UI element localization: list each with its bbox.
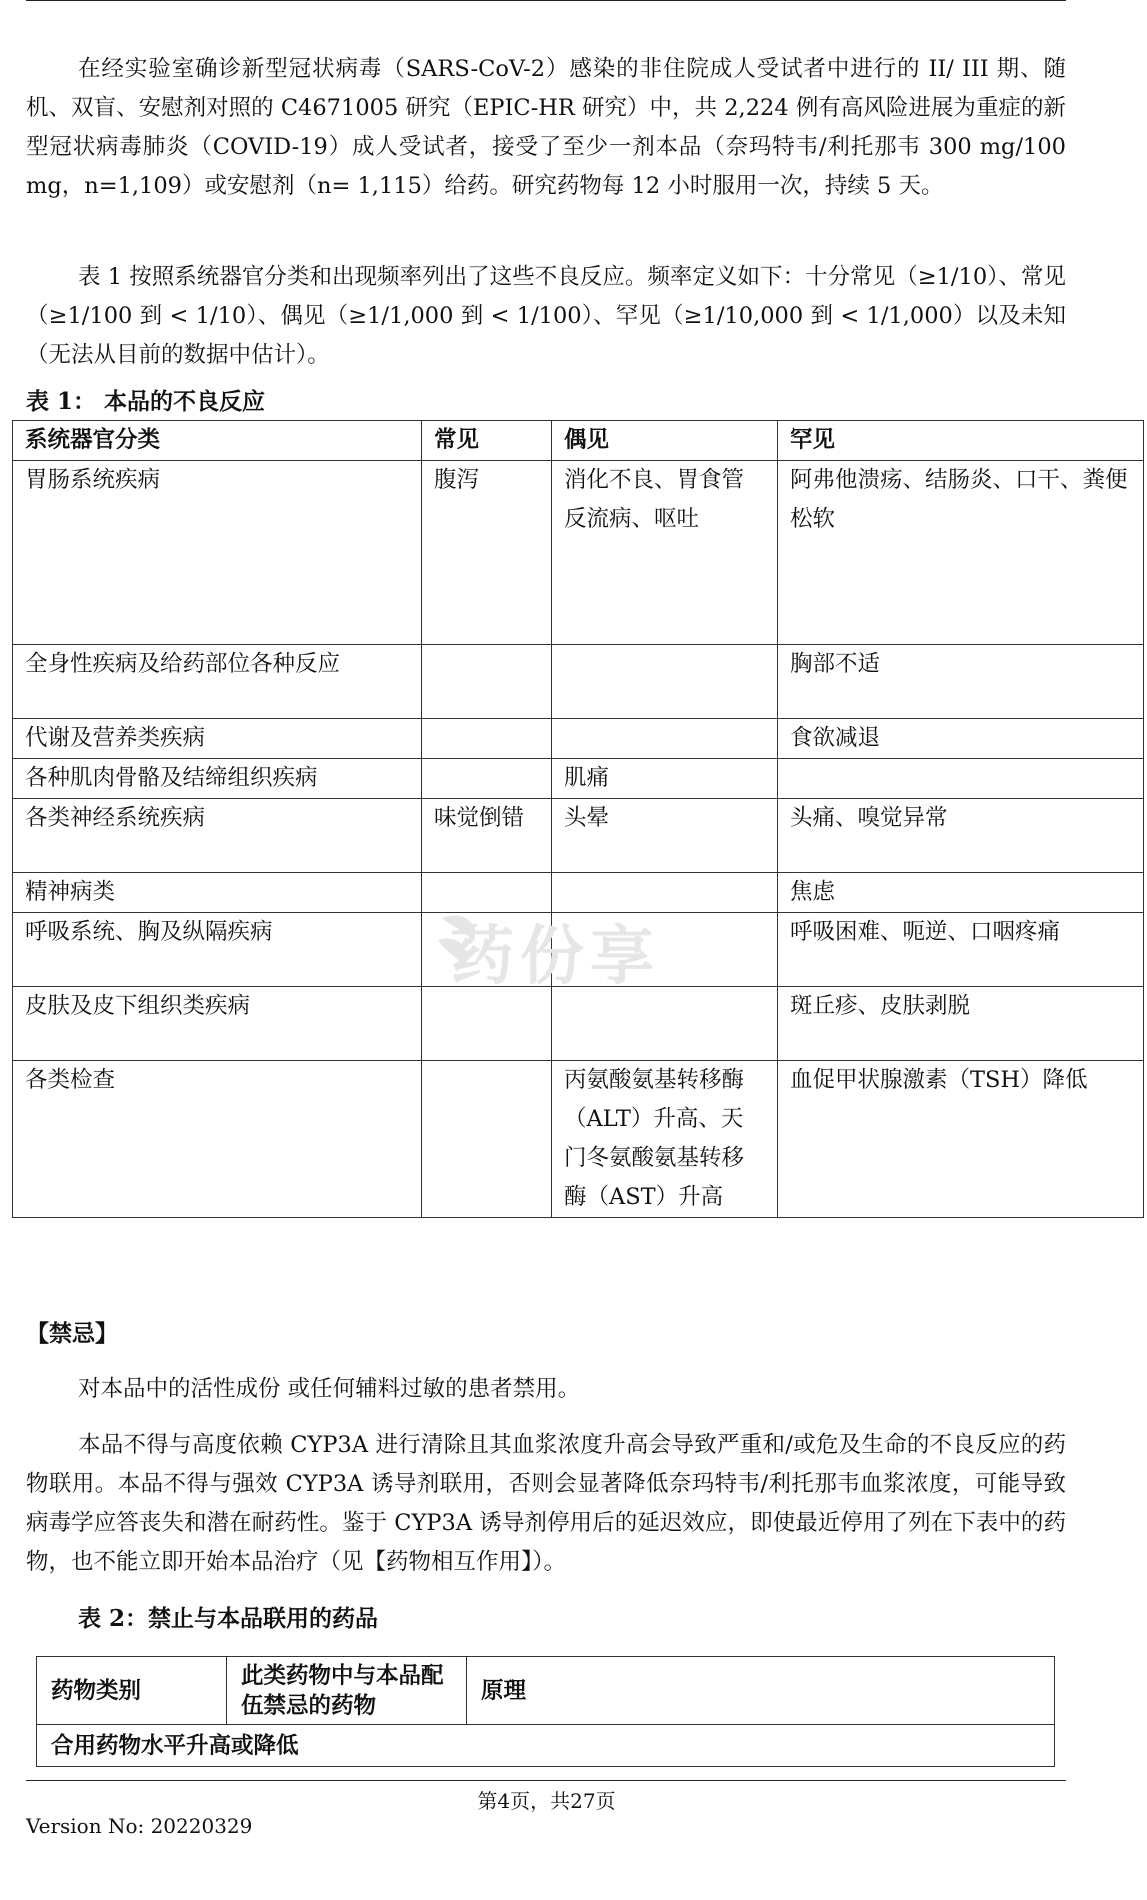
table-subheader: 合用药物水平升高或降低 xyxy=(37,1725,1055,1767)
top-rule xyxy=(26,0,1066,1)
contraindications-paragraph-2: 本品不得与高度依赖 CYP3A 进行清除且其血浆浓度升高会导致严重和/或危及生命的不良反应的药物联用。本品不得与强效 CYP3A 诱导剂联用，否则会显著降低奈玛特韦/利托那韦血浆浓度，可能导致病毒学应答丧失和潜在耐药性。鉴于 CYP3A 诱导剂停用后的延迟效应，即使最近停用了列在下表中的药物，也不能立即开始本品治疗（见【药物相互作用】）。 xyxy=(26,1432,1066,1575)
table-row xyxy=(13,987,1144,1061)
table-cell xyxy=(422,987,552,1061)
table-cell: 代谢及营养类疾病 xyxy=(13,719,422,759)
table-row xyxy=(13,461,1144,645)
table-row xyxy=(13,719,1144,759)
intro-paragraph-2: 表 1 按照系统器官分类和出现频率列出了这些不良反应。频率定义如下：十分常见（≥1/10）、常见（≥1/100 到 < 1/10）、偶见（≥1/1,000 到 < 1/100）、罕见（≥1/10,000 到 < 1/1,000）以及未知（无法从目前的数据中估计）。 xyxy=(26,264,1066,368)
page-number: 第4页，共27页 xyxy=(477,1789,616,1813)
table-row xyxy=(13,645,1144,719)
table-cell: 皮肤及皮下组织类疾病 xyxy=(13,987,422,1061)
table-header-row xyxy=(13,421,1144,461)
contraindicated-drugs-table xyxy=(36,1656,1055,1767)
table-cell: 味觉倒错 xyxy=(422,799,552,873)
table-cell: 腹泻 xyxy=(422,461,552,645)
table-cell: 食欲减退 xyxy=(778,719,1144,759)
table-cell: 精神病类 xyxy=(13,873,422,913)
table-row xyxy=(37,1725,1055,1767)
table-cell xyxy=(422,719,552,759)
table-cell: 各种肌肉骨骼及结缔组织疾病 xyxy=(13,759,422,799)
table-cell xyxy=(778,759,1144,799)
table-cell: 呼吸系统、胸及纵隔疾病 xyxy=(13,913,422,987)
header-uncommon: 偶见 xyxy=(552,421,778,461)
adverse-reactions-table xyxy=(12,420,1144,1218)
header-soc: 系统器官分类 xyxy=(13,421,422,461)
header-common: 常见 xyxy=(422,421,552,461)
header-drug-class: 药物类别 xyxy=(37,1657,227,1725)
table-row xyxy=(13,1061,1144,1218)
table-cell xyxy=(422,759,552,799)
header-rare: 罕见 xyxy=(778,421,1144,461)
table-cell xyxy=(552,719,778,759)
table-cell: 焦虑 xyxy=(778,873,1144,913)
bottom-rule xyxy=(26,1780,1066,1781)
table2-title: 表 2：禁止与本品联用的药品 xyxy=(78,1605,379,1632)
table-cell: 肌痛 xyxy=(552,759,778,799)
table-header-row xyxy=(37,1657,1055,1725)
table-cell xyxy=(552,987,778,1061)
contraindications-heading: 【禁忌】 xyxy=(26,1320,118,1347)
table-cell: 斑丘疹、皮肤剥脱 xyxy=(778,987,1144,1061)
table-cell: 头晕 xyxy=(552,799,778,873)
contraindications-paragraph-1: 对本品中的活性成份 或任何辅料过敏的患者禁用。 xyxy=(78,1376,581,1402)
table-cell: 血促甲状腺激素（TSH）降低 xyxy=(778,1061,1144,1218)
table-cell xyxy=(552,645,778,719)
table-cell: 呼吸困难、呃逆、口咽疼痛 xyxy=(778,913,1144,987)
table-cell xyxy=(422,1061,552,1218)
table-cell xyxy=(422,645,552,719)
header-mechanism: 原理 xyxy=(467,1657,1055,1725)
table-cell: 各类神经系统疾病 xyxy=(13,799,422,873)
table-cell: 各类检查 xyxy=(13,1061,422,1218)
watermark: 药份享 xyxy=(450,920,660,994)
table-cell: 全身性疾病及给药部位各种反应 xyxy=(13,645,422,719)
intro-paragraph-1: 在经实验室确诊新型冠状病毒（SARS-CoV-2）感染的非住院成人受试者中进行的 II/ III 期、随机、双盲、安慰剂对照的 C4671005 研究（EPIC-HR 研究）中，共 2,224 例有高风险进展为重症的新型冠状病毒肺炎（COVID-19）成人受试者，接受了至少一剂本品（奈玛特韦/利托那韦 300 mg/100 mg，n=1,109）或安慰剂（n= 1,115）给药。研究药物每 12 小时服用一次，持续 5 天。 xyxy=(26,56,1066,199)
table-cell: 丙氨酸氨基转移酶（ALT）升高、天门冬氨酸氨基转移酶（AST）升高 xyxy=(552,1061,778,1218)
header-contraindicated-drugs: 此类药物中与本品配伍禁忌的药物 xyxy=(227,1657,467,1725)
table-cell: 消化不良、胃食管反流病、呕吐 xyxy=(552,461,778,645)
table-row xyxy=(13,799,1144,873)
table-row xyxy=(13,759,1144,799)
table-cell: 头痛、嗅觉异常 xyxy=(778,799,1144,873)
table-cell: 胸部不适 xyxy=(778,645,1144,719)
table-cell: 阿弗他溃疡、结肠炎、口干、粪便松软 xyxy=(778,461,1144,645)
table-cell: 胃肠系统疾病 xyxy=(13,461,422,645)
version-number: Version No: 20220329 xyxy=(26,1814,253,1838)
table1-title: 表 1： 本品的不良反应 xyxy=(26,388,266,415)
